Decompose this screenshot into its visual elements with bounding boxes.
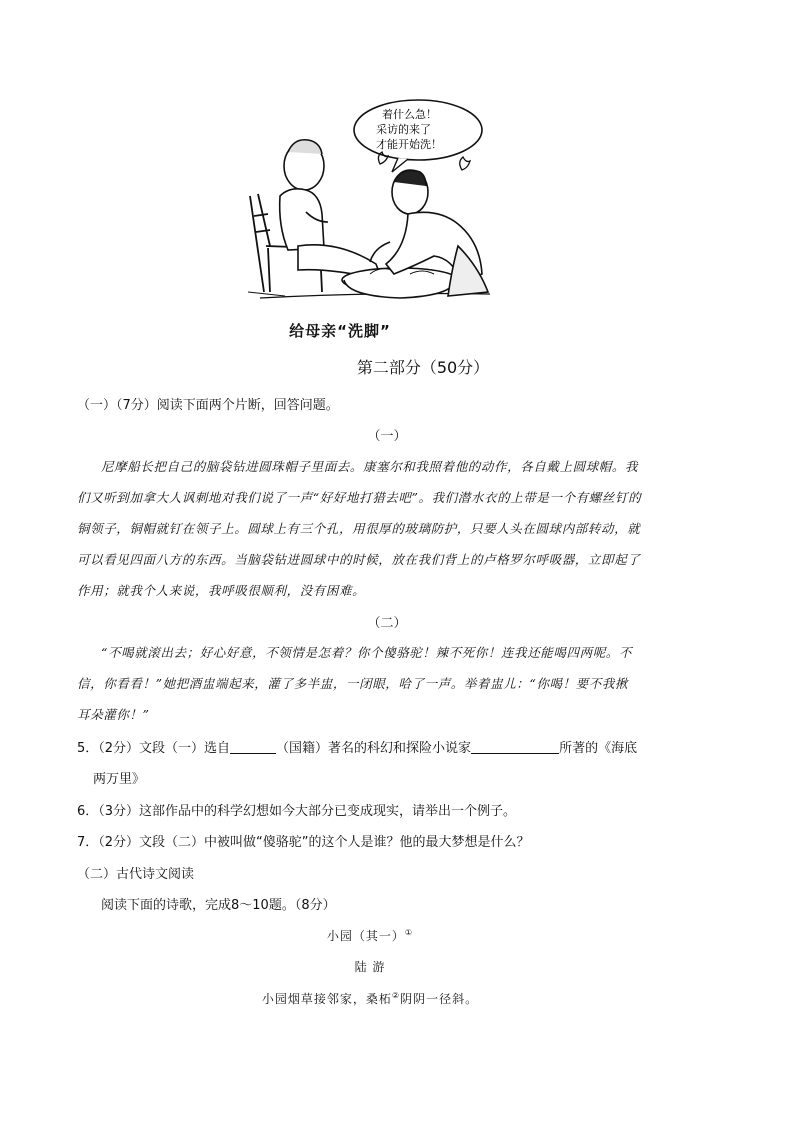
excerpt1-line-1: 尼摩船长把自己的脑袋钻进圆珠帽子里面去。康塞尔和我照着他的动作，各自戴上圆球帽。我	[101, 459, 639, 474]
cartoon-caption: 给母亲“洗脚”	[289, 322, 391, 340]
excerpt1-line-2: 们又听到加拿大人讽刺地对我们说了一声“好好地打猎去吧”。我们潜水衣的上带是一个有螺丝钉的	[77, 490, 642, 505]
excerpt1-line-5: 作用；就我个人来说，我呼吸很顺利，没有困难。	[77, 583, 366, 598]
excerpt2-line-2: 信，你看看！”她把酒盅端起来，灌了多半盅，一闭眼，哈了一声。举着盅儿：“你喝！要不我揪	[77, 676, 629, 691]
q5-blank-author[interactable]	[471, 739, 559, 754]
excerpt2-line-1: “不喝就滚出去；好心好意，不领情是怎着？你个傻骆驼！辣不死你！连我还能喝四两呢。不	[101, 645, 632, 660]
poem-title	[0, 927, 740, 944]
q5-text-d: 两万里》	[93, 772, 146, 787]
excerpt2-line-3: 耳朵灌你！”	[77, 707, 150, 722]
question-5	[77, 737, 637, 756]
poem-author: 陆 游	[354, 960, 386, 974]
poem-line-1-note: ②	[391, 991, 401, 1000]
excerpt1-line-4: 可以看见四面八方的东西。当脑袋钻进圆球中的时候，放在我们背上的卢格罗尔呼吸器，立即起了	[77, 552, 641, 567]
q5-text-a: 5．（2分）文段（一）选自	[77, 741, 231, 756]
speech-line-1: 着什么急！	[382, 108, 437, 121]
poem-line-1-a: 小园烟草接邻家，桑柘	[261, 992, 392, 1006]
poem-line-1-b: 阴阴一径斜。	[400, 992, 479, 1006]
q5-text-b: （国籍）著名的科幻和探险小说家	[276, 741, 472, 756]
speech-bubble	[354, 100, 482, 172]
excerpt1-label: （一）	[367, 429, 407, 444]
q5-blank-nationality[interactable]	[230, 739, 276, 754]
speech-line-2: 采访的来了	[376, 123, 431, 136]
section2-heading: （二）古代诗文阅读	[77, 867, 195, 882]
question-7: 7．（2分）文段（二）中被叫做“傻骆驼”的这个人是谁？他的最大梦想是什么？	[77, 835, 530, 850]
poem-title-note: ①	[404, 928, 414, 937]
part-title: 第二部分（50分）	[356, 358, 490, 377]
poem-line-1	[0, 990, 740, 1007]
section2-instruction: 阅读下面的诗歌，完成8～10题。（8分）	[101, 898, 336, 913]
excerpt2-label: （二）	[367, 616, 407, 631]
speech-line-3: 才能开始洗！	[376, 138, 442, 151]
q5-text-c: 所著的《海底	[559, 741, 638, 756]
cartoon-illustration	[240, 96, 502, 306]
section1-intro: （一）（7分）阅读下面两个片断，回答问题。	[77, 398, 339, 413]
poem-title-text: 小园（其一）	[326, 929, 405, 943]
question-6: 6．（3分）这部作品中的科学幻想如今大部分已变成现实，请举出一个例子。	[77, 804, 517, 819]
excerpt1-line-3: 铜领子，铜帽就钉在领子上。圆球上有三个孔，用很厚的玻璃防护，只要人头在圆球内部转动，就	[77, 521, 641, 536]
